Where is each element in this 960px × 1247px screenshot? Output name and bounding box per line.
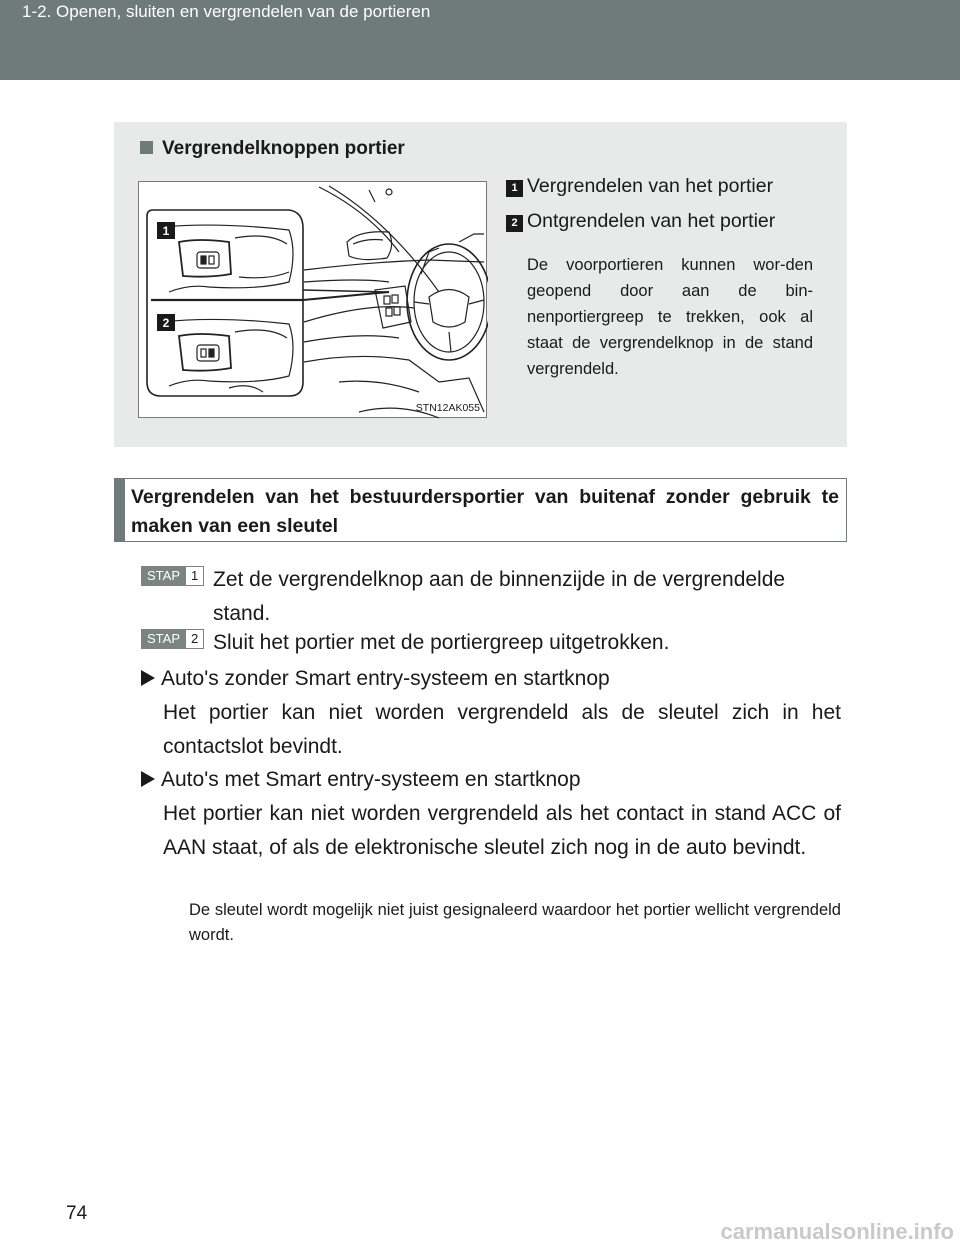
page-number: 74 [66,1203,88,1224]
callout-badge-1-label: 1 [162,224,170,238]
legend [506,175,816,245]
step-badge-1-number: 1 [186,566,204,586]
bullet-1-title-text: Auto's zonder Smart entry-systeem en startknop [161,667,610,690]
step-2 [141,626,841,660]
callout-badges [157,222,175,331]
legend-badge-2: 2 [506,215,523,232]
watermark: carmanualsonline.info [720,1219,954,1244]
door-lock-illustration [138,181,487,418]
step-badge-2 [141,629,204,649]
figure-code: STN12AK055 [415,402,480,414]
bullet-2-title-text: Auto's met Smart entry-systeem en startknop [161,768,581,791]
header-bar [0,0,960,80]
car-interior-drawing [139,182,488,419]
step-badge-1 [141,566,204,586]
legend-note: De voorportieren kunnen wor-den geopend door aan de bin-nenportiergreep te trekken, ook al staat de vergrendelknop in de stand vergrendeld. [527,256,813,378]
bullet-1-text: Het portier kan niet worden vergrendeld als de sleutel zich in het contactslot bevindt. [163,701,841,758]
triangle-bullet-icon [141,670,155,686]
legend-text-1: Vergrendelen van het portier [527,175,774,197]
step-badge-1-label: STAP [141,566,186,586]
triangle-bullet-icon [141,771,155,787]
bullet-1-title [141,664,610,694]
step-badge-2-label: STAP [141,629,186,649]
bullet-2-title [141,765,581,795]
square-bullet-icon [140,141,153,154]
callout-badge-2-label: 2 [162,316,170,330]
info-box-heading [140,138,405,160]
footnote: De sleutel wordt mogelijk niet juist gesignaleerd waardoor het portier wellicht vergrendeld wordt. [189,901,841,944]
legend-badge-1: 1 [506,180,523,197]
bullet-2-text: Het portier kan niet worden vergrendeld als het contact in stand ACC of AAN staat, of als de elektronische sleutel zich nog in de auto bevindt. [163,802,841,859]
section-header-title: 1-2. Openen, sluiten en vergrendelen van de portieren [22,2,431,21]
step-badge-2-number: 2 [186,629,204,649]
step-2-text: Sluit het portier met de portiergreep uitgetrokken. [213,631,670,654]
info-box [114,122,847,447]
info-box-heading-text: Vergrendelknoppen portier [162,138,405,159]
step-1 [141,563,841,631]
step-1-text: Zet de vergrendelknop aan de binnenzijde in de vergrendelde stand. [213,568,786,625]
legend-item-unlock [506,210,816,245]
section-heading-bar [115,479,125,541]
legend-text-2: Ontgrendelen van het portier [527,210,776,232]
legend-item-lock [506,175,816,210]
section-heading-text: Vergrendelen van het bestuurdersportier van buitenaf zonder gebruik te maken van een sleutel [131,486,839,537]
section-heading-box [114,478,847,542]
